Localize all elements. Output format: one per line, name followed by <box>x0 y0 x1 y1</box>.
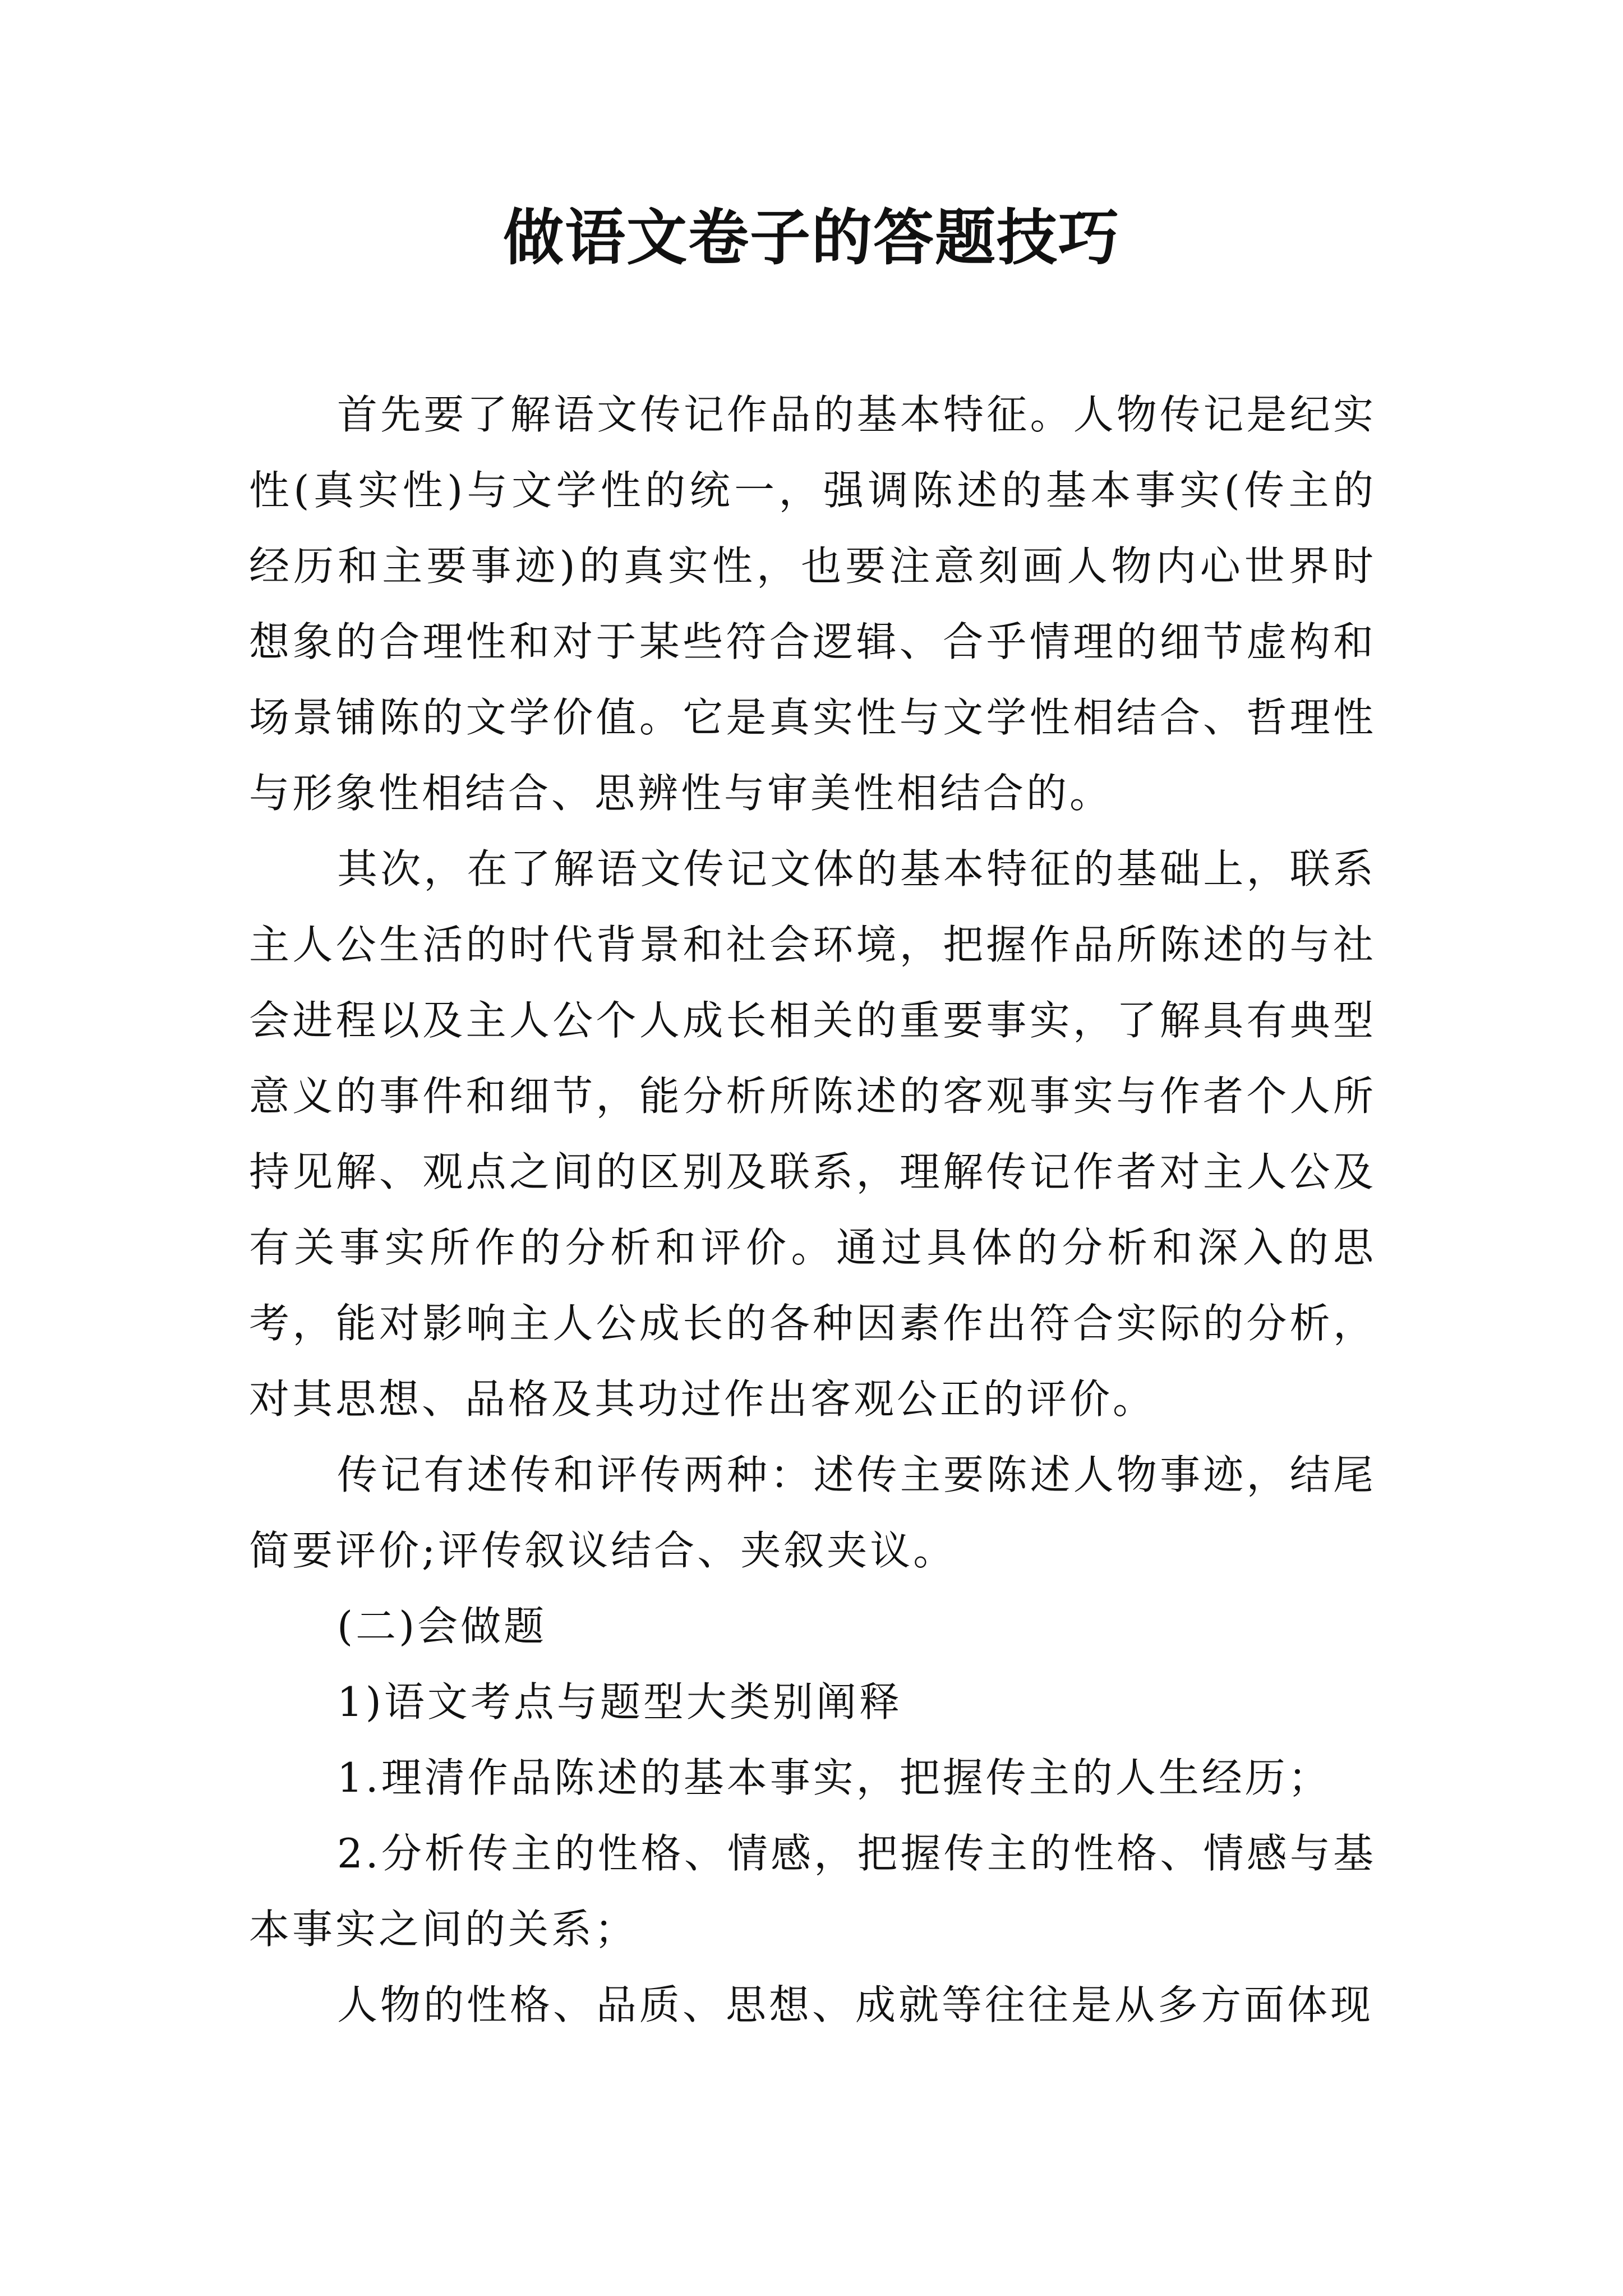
paragraph-second: 其次，在了解语文传记文体的基本特征的基础上，联系主人公生活的时代背景和社会环境，把握作品所陈述的与社会进程以及主人公个人成长相关的重要事实，了解具有典型意义的事件和细节，能分析所陈述的客观事实与作者个人所持见解、观点之间的区别及联系，理解传记作者对主人公及有关事实所作的分析和评价。通过具体的分析和深入的思考，能对影响主人公成长的各种因素作出符合实际的分析，对其思想、品格及其功过作出客观公正的评价。 <box>249 845 1376 1423</box>
section-heading-solve: (二)会做题 <box>337 1603 547 1650</box>
paragraph-intro: 首先要了解语文传记作品的基本特征。人物传记是纪实性(真实性)与文学性的统一，强调陈述的基本事实(传主的经历和主要事迹)的真实性，也要注意刻画人物内心世界时想象的合理性和对于某些符合逻辑、合乎情理的细节虚构和场景铺陈的文学价值。它是真实性与文学性相结合、哲理性与形象性相结合、思辨性与审美性相结合的。 <box>249 391 1376 817</box>
document-body <box>249 377 1376 2043</box>
document-title: 做语文卷子的答题技巧 <box>502 203 1120 273</box>
paragraph-biography-types: 传记有述传和评传两种：述传主要陈述人物事迹，结尾简要评价;评传叙议结合、夹叙夹议。 <box>249 1451 1376 1574</box>
paragraph-character: 人物的性格、品质、思想、成就等往往是从多方面体现 <box>337 1981 1374 2028</box>
list-item-1: 1.理清作品陈述的基本事实，把握传主的人生经历； <box>337 1754 1331 1801</box>
subsection-heading: 1)语文考点与题型大类别阐释 <box>337 1678 902 1726</box>
list-item-2: 2.分析传主的性格、情感，把握传主的性格、情感与基本事实之间的关系； <box>249 1830 1376 1953</box>
